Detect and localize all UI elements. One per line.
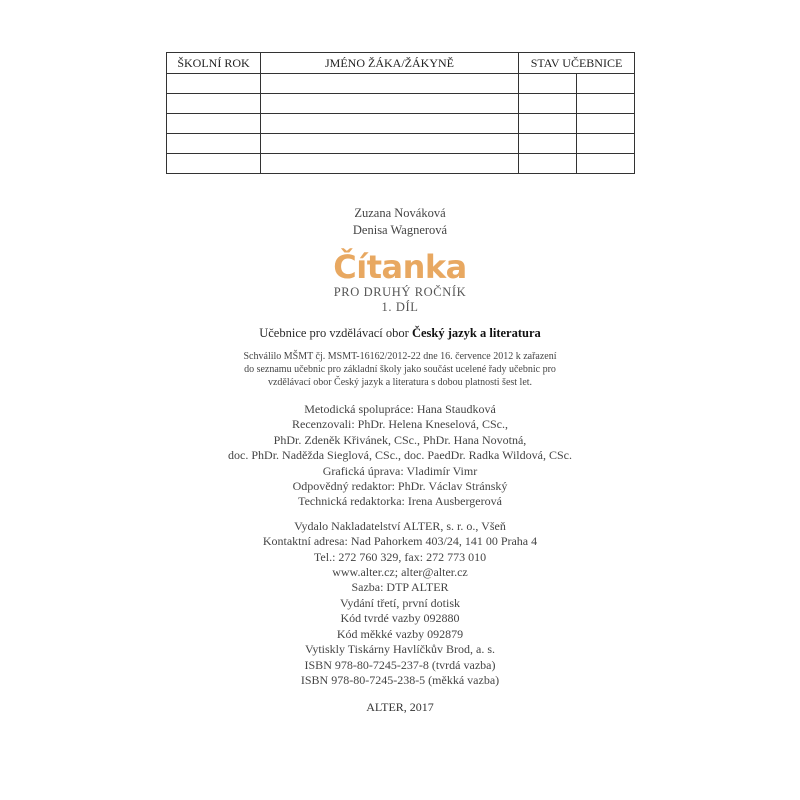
publisher-line: Kontaktní adresa: Nad Pahorkem 403/24, 141 00 Praha 4 <box>262 534 538 549</box>
publisher-line: Tel.: 272 760 329, fax: 272 773 010 <box>313 549 487 564</box>
publisher-line: www.alter.cz; alter@alter.cz <box>332 565 468 580</box>
purpose-prefix: Učebnice pro vzdělávací obor <box>259 326 412 340</box>
table-row <box>167 94 635 114</box>
imprint: ALTER, 2017 <box>366 700 434 715</box>
table-cell <box>519 154 577 174</box>
author-name: Zuzana Nováková <box>354 206 446 220</box>
table-body <box>167 74 635 174</box>
textbook-register-table <box>166 52 635 174</box>
table-cell <box>519 94 577 114</box>
approval-notice <box>0 350 800 389</box>
table-cell <box>577 114 635 134</box>
table-row <box>167 154 635 174</box>
table-cell <box>167 154 261 174</box>
credit-line: Metodická spolupráce: Hana Staudková <box>304 402 496 416</box>
book-title: Čítanka <box>333 248 467 286</box>
editorial-credits <box>0 402 800 510</box>
table-cell <box>261 154 519 174</box>
table-cell <box>519 134 577 154</box>
credit-line: doc. PhDr. Naděžda Sieglová, CSc., doc. PaedDr. Radka Wildová, CSc. <box>228 448 572 463</box>
table-cell <box>577 154 635 174</box>
book-condition-header: STAV UČEBNICE <box>519 53 635 74</box>
publisher-line: Kód tvrdé vazby 092880 <box>340 611 460 626</box>
credit-line: Grafická úprava: Vladimír Vimr <box>322 463 478 478</box>
student-name-header: JMÉNO ŽÁKA/ŽÁKYNĚ <box>261 53 519 74</box>
publisher-line: Sazba: DTP ALTER <box>351 580 449 595</box>
table-cell <box>261 114 519 134</box>
approval-line: Schválilo MŠMT čj. MSMT-16162/2012-22 dne 16. července 2012 k zařazení <box>243 351 557 362</box>
authors <box>0 205 800 239</box>
credit-line: Recenzovali: PhDr. Helena Kneselová, CSc., <box>292 417 508 432</box>
approval-line: vzdělávací obor Český jazyk a literatura s dobou platnosti šest let. <box>267 377 533 388</box>
textbook-register-table-wrap <box>166 52 634 174</box>
table-cell <box>519 114 577 134</box>
author-name: Denisa Wagnerová <box>352 223 448 237</box>
table-cell <box>261 134 519 154</box>
publisher-line: Vydalo Nakladatelství ALTER, s. r. o., Všeň <box>294 518 506 533</box>
publisher-line: Vydání třetí, první dotisk <box>340 595 460 610</box>
table-cell <box>577 134 635 154</box>
approval-line: do seznamu učebnic pro základní školy jako součást ucelené řady učebnic pro <box>244 364 556 375</box>
purpose-subject: Český jazyk a literatura <box>411 326 541 340</box>
publisher-line: Vytiskly Tiskárny Havlíčkův Brod, a. s. <box>304 642 495 657</box>
table-cell <box>577 74 635 94</box>
credit-line: Odpovědný redaktor: PhDr. Václav Stránský <box>292 479 508 494</box>
book-purpose <box>0 325 800 341</box>
book-subtitle: PRO DRUHÝ ROČNÍK <box>333 285 467 299</box>
table-cell <box>167 134 261 154</box>
table-cell <box>167 114 261 134</box>
table-cell <box>261 94 519 114</box>
credit-line: PhDr. Zdeněk Křivánek, CSc., PhDr. Hana Novotná, <box>273 432 527 447</box>
title-page-credits <box>0 205 800 715</box>
credit-line: Technická redaktorka: Irena Ausbergerová <box>298 494 502 509</box>
table-cell <box>167 94 261 114</box>
table-cell <box>167 74 261 94</box>
publisher-line: ISBN 978-80-7245-237-8 (tvrdá vazba) <box>304 657 496 672</box>
school-year-header: ŠKOLNÍ ROK <box>167 53 261 74</box>
book-part: 1. DÍL <box>381 300 419 314</box>
table-row <box>167 74 635 94</box>
table-header-row <box>167 53 635 74</box>
publisher-line: ISBN 978-80-7245-238-5 (měkká vazba) <box>300 672 500 687</box>
publisher-line: Kód měkké vazby 092879 <box>336 626 464 641</box>
publisher-info <box>0 519 800 688</box>
table-row <box>167 114 635 134</box>
table-cell <box>577 94 635 114</box>
table-cell <box>261 74 519 94</box>
table-cell <box>519 74 577 94</box>
table-row <box>167 134 635 154</box>
